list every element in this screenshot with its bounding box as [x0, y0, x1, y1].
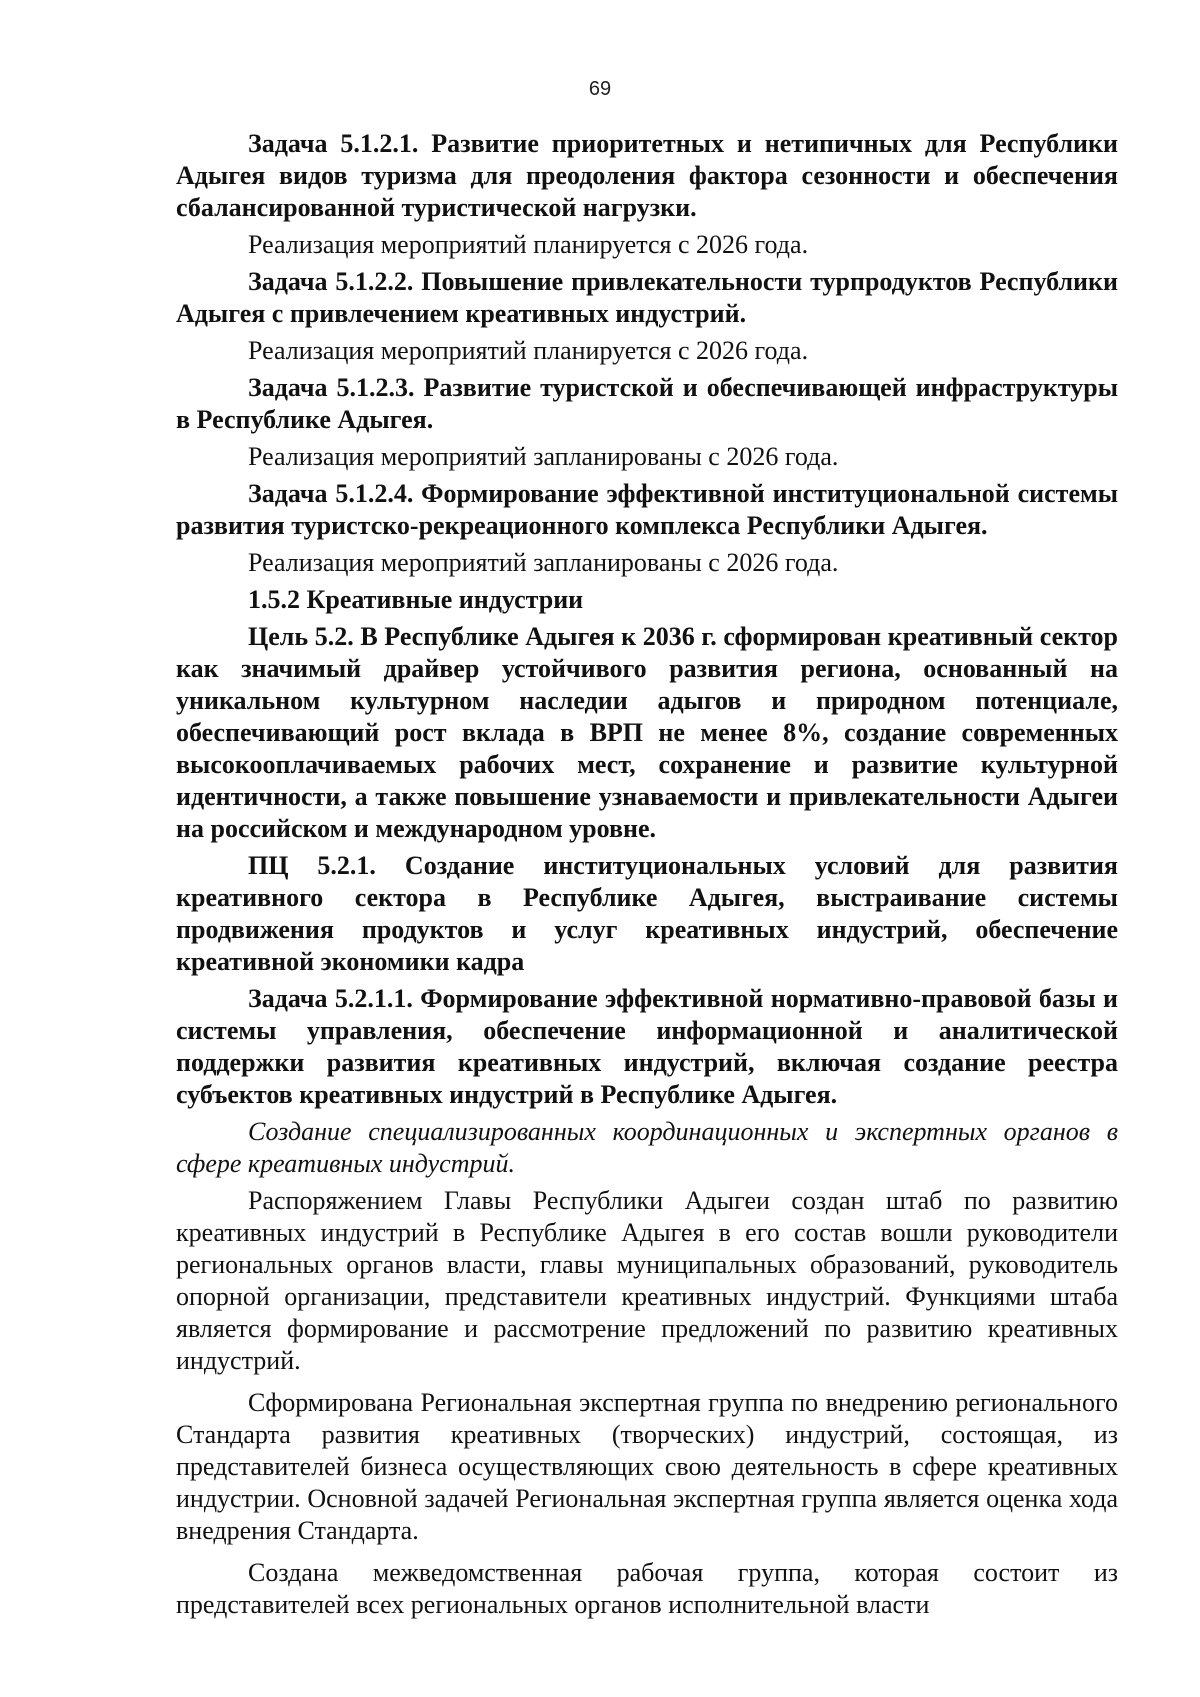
body-paragraph-headquarters: Распоряжением Главы Республики Адыгеи создан штаб по развитию креативных индустрий в Республике Адыгея в его состав вошли руководители региональных органов власти, главы муниципальных образований, руководитель опорной организации, представители креативных индустрий. Функциями штаба является формирование и рассмотрение предложений по развитию креативных индустрий. [176, 1186, 1118, 1375]
body-paragraph-working-group: Создана межведомственная рабочая группа, которая состоит из представителей всех региональных органов исполнительной власти [176, 1558, 1118, 1619]
task-5-1-2-2-note: Реализация мероприятий планируется с 2026 года. [248, 336, 809, 365]
task-5-1-2-4-heading: Задача 5.1.2.4. Формирование эффективной институциональной системы развития туристско-рекреационного комплекса Республики Адыгея. [176, 479, 1118, 540]
body-paragraph-expert-group: Сформирована Региональная экспертная группа по внедрению регионального Стандарта развития креативных (творческих) индустрий, состоящая, из представителей бизнеса осуществляющих свою деятельность в сфере креативных индустрии. Основной задачей Региональная экспертная группа является оценка хода внедрения Стандарта. [176, 1388, 1118, 1545]
document-body [176, 128, 1118, 1626]
task-5-1-2-3-note: Реализация мероприятий запланированы с 2026 года. [248, 442, 839, 471]
task-5-1-2-2-heading: Задача 5.1.2.2. Повышение привлекательности турпродуктов Республики Адыгея с привлечением креативных индустрий. [176, 267, 1118, 328]
task-5-1-2-3-heading: Задача 5.1.2.3. Развитие туристской и обеспечивающей инфраструктуры в Республике Адыгея. [176, 373, 1118, 434]
page-number: 69 [588, 78, 612, 100]
goal-5-2: Цель 5.2. В Республике Адыгея к 2036 г. сформирован креативный сектор как значимый драйвер устойчивого развития региона, основанный на уникальном культурном наследии адыгов и природном потенциале, обеспечивающий рост вклада в ВРП не менее 8%, создание современных высокооплачиваемых рабочих мест, сохранение и развитие культурной идентичности, а также повышение узнаваемости и привлекательности Адыгеи на российском и международном уровне. [176, 622, 1118, 843]
section-heading-creative-industries: 1.5.2 Креативные индустрии [248, 585, 584, 614]
task-5-2-1-1-heading: Задача 5.2.1.1. Формирование эффективной нормативно-правовой базы и системы управления, обеспечение информационной и аналитической поддержки развития креативных индустрий, включая создание реестра субъектов креативных индустрий в Республике Адыгея. [176, 984, 1118, 1109]
task-5-1-2-4-note: Реализация мероприятий запланированы с 2026 года. [248, 548, 839, 577]
task-5-1-2-1-note: Реализация мероприятий планируется с 2026 года. [248, 230, 809, 259]
task-5-1-2-1-heading: Задача 5.1.2.1. Развитие приоритетных и нетипичных для Республики Адыгея видов туризма для преодоления фактора сезонности и обеспечения сбалансированной туристической нагрузки. [176, 129, 1118, 222]
subgoal-5-2-1: ПЦ 5.2.1. Создание институциональных условий для развития креативного сектора в Республике Адыгея, выстраивание системы продвижения продуктов и услуг креативных индустрий, обеспечение креативной экономики кадра [176, 851, 1118, 976]
italic-subheading: Создание специализированных координационных и экспертных органов в сфере креативных индустрий. [176, 1117, 1118, 1178]
